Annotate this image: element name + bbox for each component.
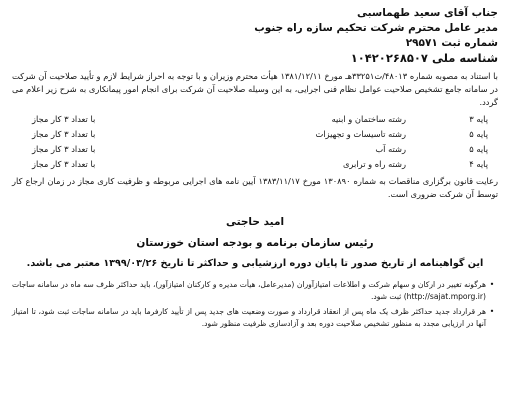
grade-count: با تعداد ۳ کار مجاز [32,159,96,169]
grade-row [12,142,498,157]
signature-block [12,215,498,251]
signer-title: رئیس سازمان برنامه و بودجه استان خوزستان [136,237,374,249]
recipient-name: جناب آقای سعید طهماسبی [357,7,498,19]
grade-field: رشته ساختمان و ابنیه [331,114,406,124]
intro-paragraph: با استناد به مصوبه شماره ۴۸۰۱۳/ت۳۳۲۵۱هـ مورخ ۱۳۸۱/۱۲/۱۱ هیأت محترم وزیران و با توجه به احراز شرایط لازم و تأیید صلاحیت آن شرکت در سامانه جامع تشخیص صلاحیت عوامل نظام فنی اجرایی، به این وسیله صلاحیت آن شرکت برای انجام امور پیمانکاری به شرح زیر اعلام می گردد. [12,71,498,107]
grade-count: با تعداد ۳ کار مجاز [32,144,96,154]
grade-row [12,127,498,142]
bullet-icon: • [489,307,495,316]
grade-level: پایه ۳ [469,114,488,124]
regulation-note: رعایت قانون برگزاری مناقصات به شماره ۱۳۰۸۹۰ مورخ ۱۳۸۳/۱۱/۱۷ آیین نامه های اجرایی مربوطه و ظرفیت کاری مجاز در زمان ارجاع کار توسط آن شرکت ضروری است. [12,176,498,199]
grade-level: پایه ۵ [469,144,488,154]
grades-table [12,112,498,172]
grade-field: رشته تاسیسات و تجهیزات [315,129,406,139]
grade-field: رشته آب [375,144,406,154]
grade-level: پایه ۴ [469,159,488,169]
grade-count: با تعداد ۳ کار مجاز [32,114,96,124]
note-text: هرگونه تغییر در ارکان و سهام شرکت و اطلاعات امتیازآوران (مدیرعامل، هیأت مدیره و کارکنان امتیازآور)، باید حداکثر ظرف سه ماه در سامانه ساجات (http://sajat.mporg.ir) ثبت شود. [12,280,486,301]
grade-field: رشته راه و ترابری [342,159,406,169]
note-item [12,306,498,330]
validity-statement: این گواهینامه از تاریخ صدور تا پایان دوره ارزشیابی و حداکثر تا تاریخ ۱۳۹۹/۰۳/۲۶ معتبر می باشد. [26,258,484,269]
notes-list [12,279,498,330]
bullet-icon: • [489,280,495,289]
grade-level: پایه ۵ [469,129,488,139]
note-text: هر قرارداد جدید حداکثر ظرف یک ماه پس از انعقاد قرارداد و صورت وضعیت های جدید پس از تأیید کارفرما باید در سامانه ساجات ثبت شود، تا امتیاز آنها در ارزیابی مجدد به منظور تشخیص صلاحیت دوره بعد و آزادسازی ظرفیت منظور شود. [12,307,486,328]
note-item [12,279,498,303]
national-id: شناسه ملی ۱۰۴۲۰۲۶۸۵۰۷ [350,51,498,65]
registration-number: شماره ثبت ۲۹۵۷۱ [405,37,498,49]
grade-row [12,157,498,172]
grade-row [12,112,498,127]
signer-name: امید حاجتی [225,216,285,228]
grade-count: با تعداد ۳ کار مجاز [32,129,96,139]
recipient-position: مدیر عامل محترم شرکت تحکیم سازه راه جنوب [254,22,498,34]
